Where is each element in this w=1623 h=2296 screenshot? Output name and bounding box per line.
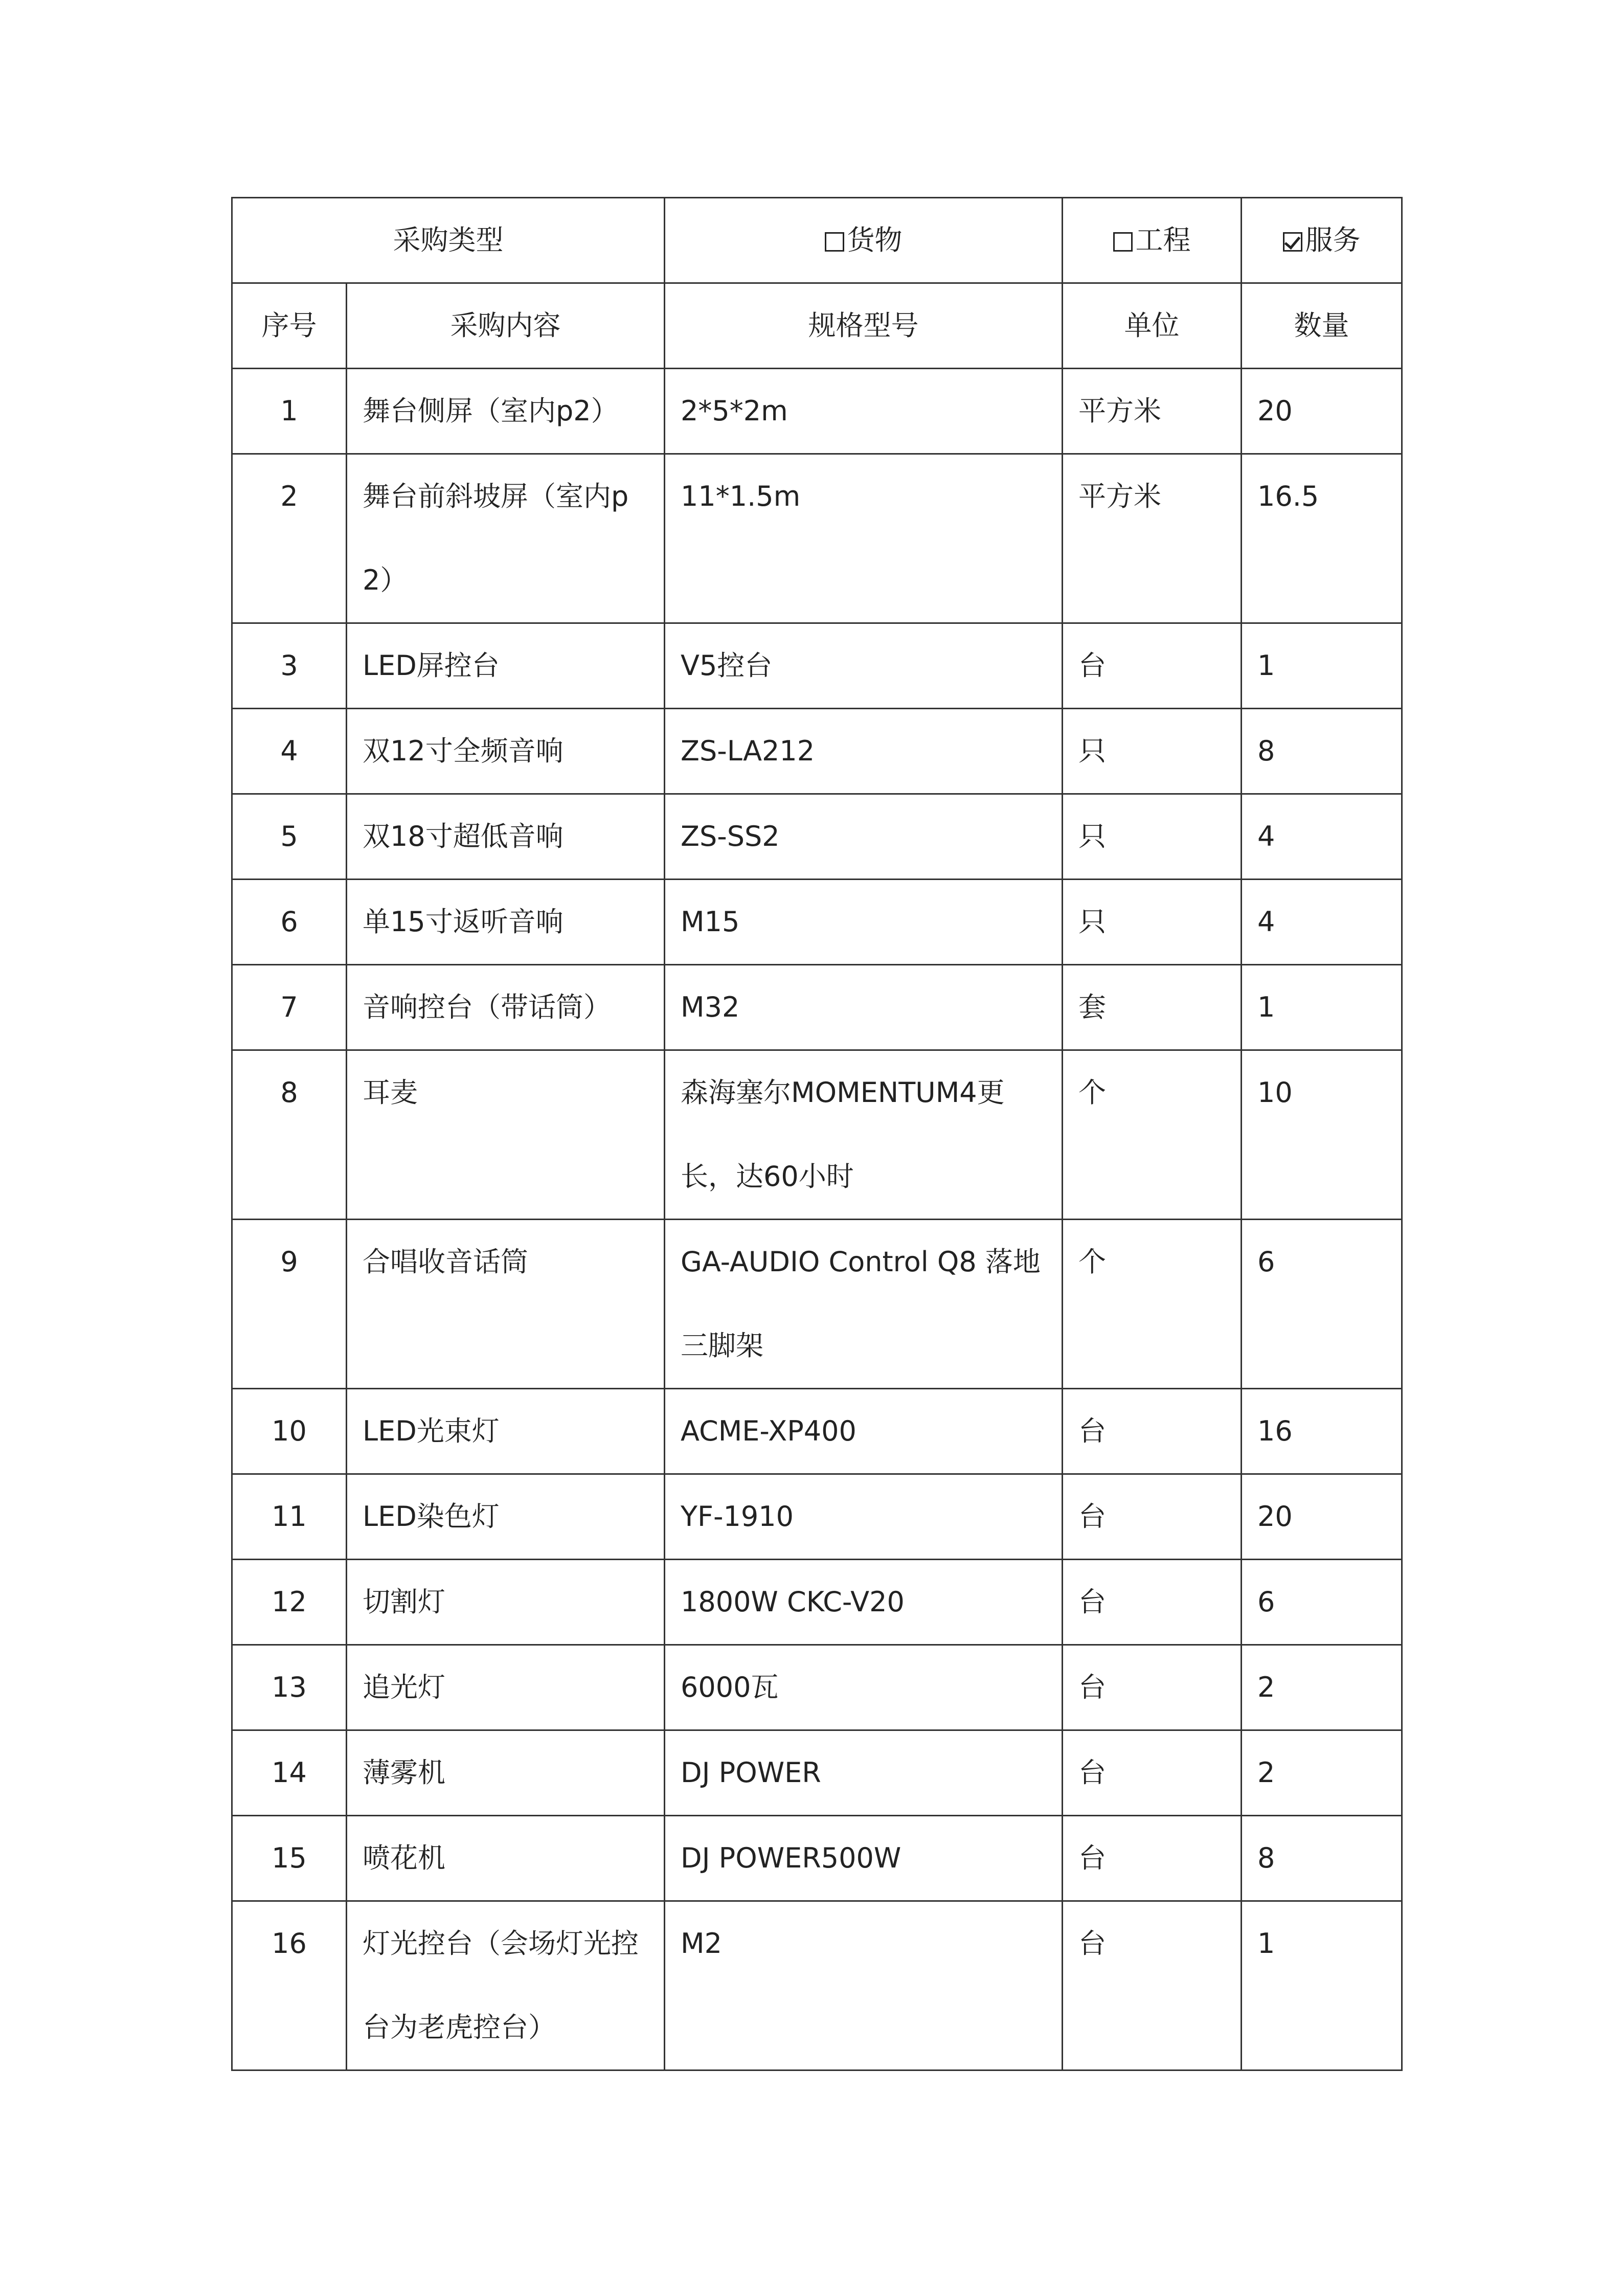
- row-unit: 平方米: [1063, 369, 1242, 454]
- table-row: [232, 965, 1402, 1050]
- row-index: 8: [232, 1050, 347, 1220]
- row-qty: 16.5: [1242, 454, 1402, 623]
- row-content: 舞台侧屏（室内p2）: [347, 369, 665, 454]
- row-spec: 6000瓦: [665, 1645, 1063, 1730]
- row-index: 13: [232, 1645, 347, 1730]
- row-content: 喷花机: [347, 1816, 665, 1901]
- row-index: 3: [232, 623, 347, 709]
- row-qty: 6: [1242, 1220, 1402, 1389]
- row-qty: 6: [1242, 1560, 1402, 1645]
- row-content: LED染色灯: [347, 1474, 665, 1560]
- row-unit: 台: [1063, 1816, 1242, 1901]
- row-qty: 4: [1242, 880, 1402, 965]
- row-unit: 个: [1063, 1220, 1242, 1389]
- procurement-table: [231, 197, 1403, 2071]
- column-header-index: 序号: [232, 283, 347, 369]
- row-content: LED光束灯: [347, 1389, 665, 1474]
- row-spec: V5控台: [665, 623, 1063, 709]
- row-content: LED屏控台: [347, 623, 665, 709]
- row-content: 合唱收音话筒: [347, 1220, 665, 1389]
- row-index: 2: [232, 454, 347, 623]
- column-header-qty: 数量: [1242, 283, 1402, 369]
- row-spec: M32: [665, 965, 1063, 1050]
- row-content: 切割灯: [347, 1560, 665, 1645]
- row-index: 10: [232, 1389, 347, 1474]
- row-unit: 平方米: [1063, 454, 1242, 623]
- type-option-engineering-label: 工程: [1135, 224, 1191, 256]
- checkbox-goods[interactable]: [825, 232, 844, 252]
- row-unit: 只: [1063, 880, 1242, 965]
- row-spec: YF-1910: [665, 1474, 1063, 1560]
- row-qty: 4: [1242, 794, 1402, 880]
- row-qty: 8: [1242, 1816, 1402, 1901]
- table-row: [232, 1901, 1402, 2070]
- row-spec: 森海塞尔MOMENTUM4更长，达60小时: [665, 1050, 1063, 1220]
- row-unit: 台: [1063, 1474, 1242, 1560]
- row-index: 16: [232, 1901, 347, 2070]
- row-index: 9: [232, 1220, 347, 1389]
- checkbox-service[interactable]: [1283, 232, 1302, 252]
- row-content: 音响控台（带话筒）: [347, 965, 665, 1050]
- table-row: [232, 1050, 1402, 1220]
- table-row: [232, 709, 1402, 794]
- table-row: [232, 1474, 1402, 1560]
- row-qty: 1: [1242, 965, 1402, 1050]
- row-index: 6: [232, 880, 347, 965]
- row-spec: 2*5*2m: [665, 369, 1063, 454]
- column-header-spec: 规格型号: [665, 283, 1063, 369]
- row-unit: 台: [1063, 1389, 1242, 1474]
- table-row: [232, 1389, 1402, 1474]
- row-content: 单15寸返听音响: [347, 880, 665, 965]
- row-spec: M15: [665, 880, 1063, 965]
- row-unit: 个: [1063, 1050, 1242, 1220]
- row-content: 双12寸全频音响: [347, 709, 665, 794]
- row-spec: ZS-LA212: [665, 709, 1063, 794]
- row-index: 15: [232, 1816, 347, 1901]
- row-content: 灯光控台（会场灯光控台为老虎控台）: [347, 1901, 665, 2070]
- row-qty: 20: [1242, 369, 1402, 454]
- type-option-engineering[interactable]: [1063, 198, 1242, 283]
- row-spec: DJ POWER: [665, 1730, 1063, 1816]
- checkbox-engineering[interactable]: [1113, 232, 1133, 252]
- row-index: 1: [232, 369, 347, 454]
- row-content: 薄雾机: [347, 1730, 665, 1816]
- row-qty: 2: [1242, 1730, 1402, 1816]
- row-index: 14: [232, 1730, 347, 1816]
- type-option-goods[interactable]: [665, 198, 1063, 283]
- row-spec: DJ POWER500W: [665, 1816, 1063, 1901]
- table-row: [232, 1645, 1402, 1730]
- row-unit: 台: [1063, 1901, 1242, 2070]
- procurement-type-label: 采购类型: [232, 198, 665, 283]
- row-spec: GA-AUDIO Control Q8 落地三脚架: [665, 1220, 1063, 1389]
- column-header-unit: 单位: [1063, 283, 1242, 369]
- row-unit: 只: [1063, 709, 1242, 794]
- row-spec: 11*1.5m: [665, 454, 1063, 623]
- procurement-type-row: [232, 198, 1402, 283]
- row-content: 耳麦: [347, 1050, 665, 1220]
- row-index: 11: [232, 1474, 347, 1560]
- row-index: 4: [232, 709, 347, 794]
- row-unit: 台: [1063, 1730, 1242, 1816]
- column-header-row: [232, 283, 1402, 369]
- row-qty: 10: [1242, 1050, 1402, 1220]
- table-row: [232, 1816, 1402, 1901]
- table-row: [232, 1730, 1402, 1816]
- row-unit: 台: [1063, 1560, 1242, 1645]
- row-unit: 只: [1063, 794, 1242, 880]
- row-unit: 台: [1063, 1645, 1242, 1730]
- table-row: [232, 623, 1402, 709]
- table-row: [232, 1560, 1402, 1645]
- row-unit: 套: [1063, 965, 1242, 1050]
- row-spec: 1800W CKC-V20: [665, 1560, 1063, 1645]
- table-row: [232, 454, 1402, 623]
- row-spec: M2: [665, 1901, 1063, 2070]
- row-qty: 20: [1242, 1474, 1402, 1560]
- table-row: [232, 369, 1402, 454]
- row-unit: 台: [1063, 623, 1242, 709]
- row-qty: 2: [1242, 1645, 1402, 1730]
- row-content: 双18寸超低音响: [347, 794, 665, 880]
- type-option-service[interactable]: [1242, 198, 1402, 283]
- row-qty: 1: [1242, 623, 1402, 709]
- table-row: [232, 880, 1402, 965]
- row-qty: 16: [1242, 1389, 1402, 1474]
- row-index: 5: [232, 794, 347, 880]
- row-content: 追光灯: [347, 1645, 665, 1730]
- row-qty: 1: [1242, 1901, 1402, 2070]
- row-spec: ZS-SS2: [665, 794, 1063, 880]
- row-index: 7: [232, 965, 347, 1050]
- row-qty: 8: [1242, 709, 1402, 794]
- column-header-content: 采购内容: [347, 283, 665, 369]
- row-index: 12: [232, 1560, 347, 1645]
- row-spec: ACME-XP400: [665, 1389, 1063, 1474]
- table-row: [232, 1220, 1402, 1389]
- type-option-goods-label: 货物: [847, 224, 903, 256]
- row-content: 舞台前斜坡屏（室内p2）: [347, 454, 665, 623]
- table-row: [232, 794, 1402, 880]
- type-option-service-label: 服务: [1305, 224, 1361, 256]
